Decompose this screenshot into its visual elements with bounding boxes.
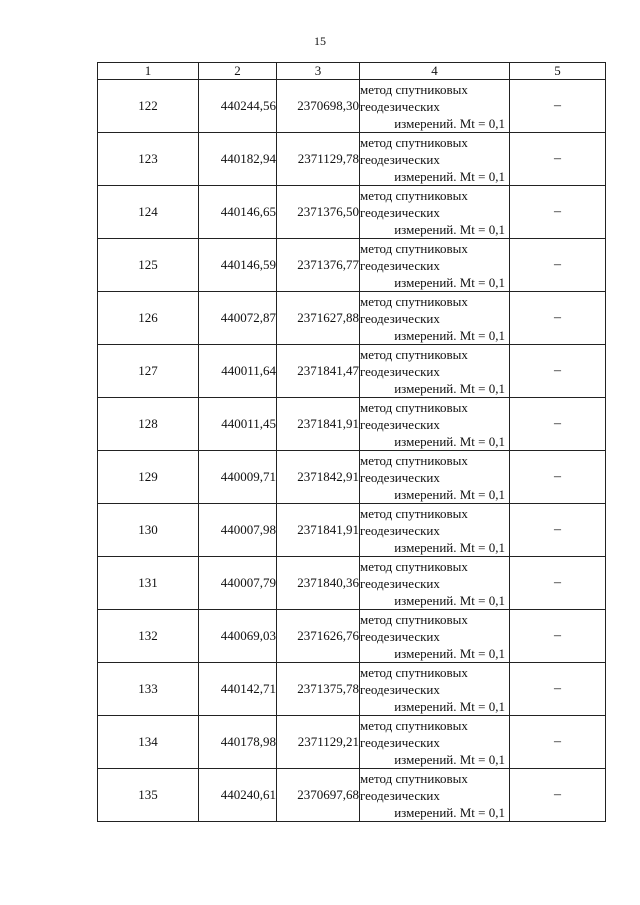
coordinate-y: 2371376,50 [277, 186, 360, 239]
table-body [98, 80, 606, 822]
header-col-1: 1 [98, 63, 199, 80]
measurement-method [360, 239, 510, 292]
coordinate-y: 2371842,91 [277, 451, 360, 504]
coordinate-y: 2371626,76 [277, 610, 360, 663]
method-line: измерений. Mt = 0,1 [394, 486, 505, 502]
method-line: геодезических [360, 628, 440, 644]
method-line: измерений. Mt = 0,1 [394, 115, 505, 131]
coordinate-x: 440244,56 [199, 80, 277, 133]
column-5-value: – [510, 557, 606, 610]
coordinate-x: 440182,94 [199, 133, 277, 186]
measurement-method [360, 398, 510, 451]
coordinate-x: 440011,64 [199, 345, 277, 398]
method-line: метод спутниковых [360, 81, 468, 97]
method-line: измерений. Mt = 0,1 [394, 274, 505, 290]
measurement-method [360, 451, 510, 504]
column-5-value: – [510, 133, 606, 186]
point-number: 129 [98, 451, 199, 504]
point-number: 132 [98, 610, 199, 663]
table-row [98, 186, 606, 239]
method-line: метод спутниковых [360, 717, 468, 733]
table-row [98, 663, 606, 716]
table-row [98, 557, 606, 610]
point-number: 125 [98, 239, 199, 292]
method-line: метод спутниковых [360, 134, 468, 150]
method-line: геодезических [360, 151, 440, 167]
column-5-value: – [510, 80, 606, 133]
method-line: геодезических [360, 416, 440, 432]
method-line: измерений. Mt = 0,1 [394, 221, 505, 237]
column-5-value: – [510, 292, 606, 345]
method-line: метод спутниковых [360, 346, 468, 362]
method-line: метод спутниковых [360, 187, 468, 203]
table-row [98, 451, 606, 504]
point-number: 131 [98, 557, 199, 610]
coordinate-x: 440146,65 [199, 186, 277, 239]
measurement-method [360, 716, 510, 769]
coordinate-x: 440072,87 [199, 292, 277, 345]
measurement-method [360, 663, 510, 716]
coordinate-y: 2371375,78 [277, 663, 360, 716]
coordinate-y: 2371376,77 [277, 239, 360, 292]
method-line: измерений. Mt = 0,1 [394, 698, 505, 714]
column-5-value: – [510, 239, 606, 292]
measurement-method [360, 186, 510, 239]
point-number: 126 [98, 292, 199, 345]
method-line: измерений. Mt = 0,1 [394, 592, 505, 608]
table-row [98, 133, 606, 186]
point-number: 134 [98, 716, 199, 769]
measurement-method [360, 557, 510, 610]
table-row [98, 769, 606, 822]
point-number: 122 [98, 80, 199, 133]
method-line: геодезических [360, 575, 440, 591]
coordinate-y: 2371840,36 [277, 557, 360, 610]
header-col-5: 5 [510, 63, 606, 80]
method-line: геодезических [360, 469, 440, 485]
point-number: 127 [98, 345, 199, 398]
method-line: метод спутниковых [360, 505, 468, 521]
coordinate-y: 2371129,21 [277, 716, 360, 769]
method-line: геодезических [360, 522, 440, 538]
coordinate-x: 440146,59 [199, 239, 277, 292]
point-number: 130 [98, 504, 199, 557]
method-line: измерений. Mt = 0,1 [394, 539, 505, 555]
measurement-method [360, 610, 510, 663]
method-line: метод спутниковых [360, 452, 468, 468]
column-5-value: – [510, 663, 606, 716]
method-line: измерений. Mt = 0,1 [394, 804, 505, 820]
header-col-3: 3 [277, 63, 360, 80]
table-row [98, 398, 606, 451]
method-line: измерений. Mt = 0,1 [394, 645, 505, 661]
coordinate-y: 2371129,78 [277, 133, 360, 186]
table-row [98, 345, 606, 398]
measurement-method [360, 133, 510, 186]
method-line: измерений. Mt = 0,1 [394, 751, 505, 767]
method-line: геодезических [360, 98, 440, 114]
column-5-value: – [510, 345, 606, 398]
header-col-4: 4 [360, 63, 510, 80]
method-line: геодезических [360, 363, 440, 379]
method-line: метод спутниковых [360, 611, 468, 627]
table-row [98, 292, 606, 345]
coordinate-y: 2370698,30 [277, 80, 360, 133]
method-line: метод спутниковых [360, 293, 468, 309]
coordinate-y: 2371841,91 [277, 504, 360, 557]
table-row [98, 610, 606, 663]
coordinate-y: 2370697,68 [277, 769, 360, 822]
method-line: метод спутниковых [360, 664, 468, 680]
coordinate-x: 440009,71 [199, 451, 277, 504]
method-line: геодезических [360, 734, 440, 750]
coordinate-x: 440178,98 [199, 716, 277, 769]
coordinate-x: 440007,79 [199, 557, 277, 610]
coordinate-y: 2371841,91 [277, 398, 360, 451]
point-number: 133 [98, 663, 199, 716]
coordinate-y: 2371841,47 [277, 345, 360, 398]
column-5-value: – [510, 610, 606, 663]
column-5-value: – [510, 769, 606, 822]
coordinate-y: 2371627,88 [277, 292, 360, 345]
point-number: 135 [98, 769, 199, 822]
point-number: 124 [98, 186, 199, 239]
measurement-method [360, 80, 510, 133]
method-line: геодезических [360, 257, 440, 273]
method-line: измерений. Mt = 0,1 [394, 327, 505, 343]
column-5-value: – [510, 504, 606, 557]
method-line: геодезических [360, 310, 440, 326]
measurement-method [360, 292, 510, 345]
point-number: 123 [98, 133, 199, 186]
method-line: геодезических [360, 787, 440, 803]
table-row [98, 504, 606, 557]
coordinates-table [97, 62, 606, 822]
method-line: геодезических [360, 681, 440, 697]
header-col-2: 2 [199, 63, 277, 80]
column-5-value: – [510, 186, 606, 239]
method-line: измерений. Mt = 0,1 [394, 380, 505, 396]
table-row [98, 239, 606, 292]
method-line: метод спутниковых [360, 399, 468, 415]
table-row [98, 80, 606, 133]
page-number: 15 [314, 34, 326, 48]
column-5-value: – [510, 398, 606, 451]
method-line: метод спутниковых [360, 770, 468, 786]
method-line: измерений. Mt = 0,1 [394, 433, 505, 449]
table-row [98, 716, 606, 769]
method-line: геодезических [360, 204, 440, 220]
coordinate-x: 440142,71 [199, 663, 277, 716]
method-line: метод спутниковых [360, 558, 468, 574]
coordinate-x: 440240,61 [199, 769, 277, 822]
column-5-value: – [510, 451, 606, 504]
method-line: измерений. Mt = 0,1 [394, 168, 505, 184]
column-5-value: – [510, 716, 606, 769]
point-number: 128 [98, 398, 199, 451]
measurement-method [360, 769, 510, 822]
coordinate-x: 440007,98 [199, 504, 277, 557]
measurement-method [360, 504, 510, 557]
coordinate-x: 440069,03 [199, 610, 277, 663]
table-header-row [98, 63, 606, 80]
coordinate-x: 440011,45 [199, 398, 277, 451]
method-line: метод спутниковых [360, 240, 468, 256]
measurement-method [360, 345, 510, 398]
